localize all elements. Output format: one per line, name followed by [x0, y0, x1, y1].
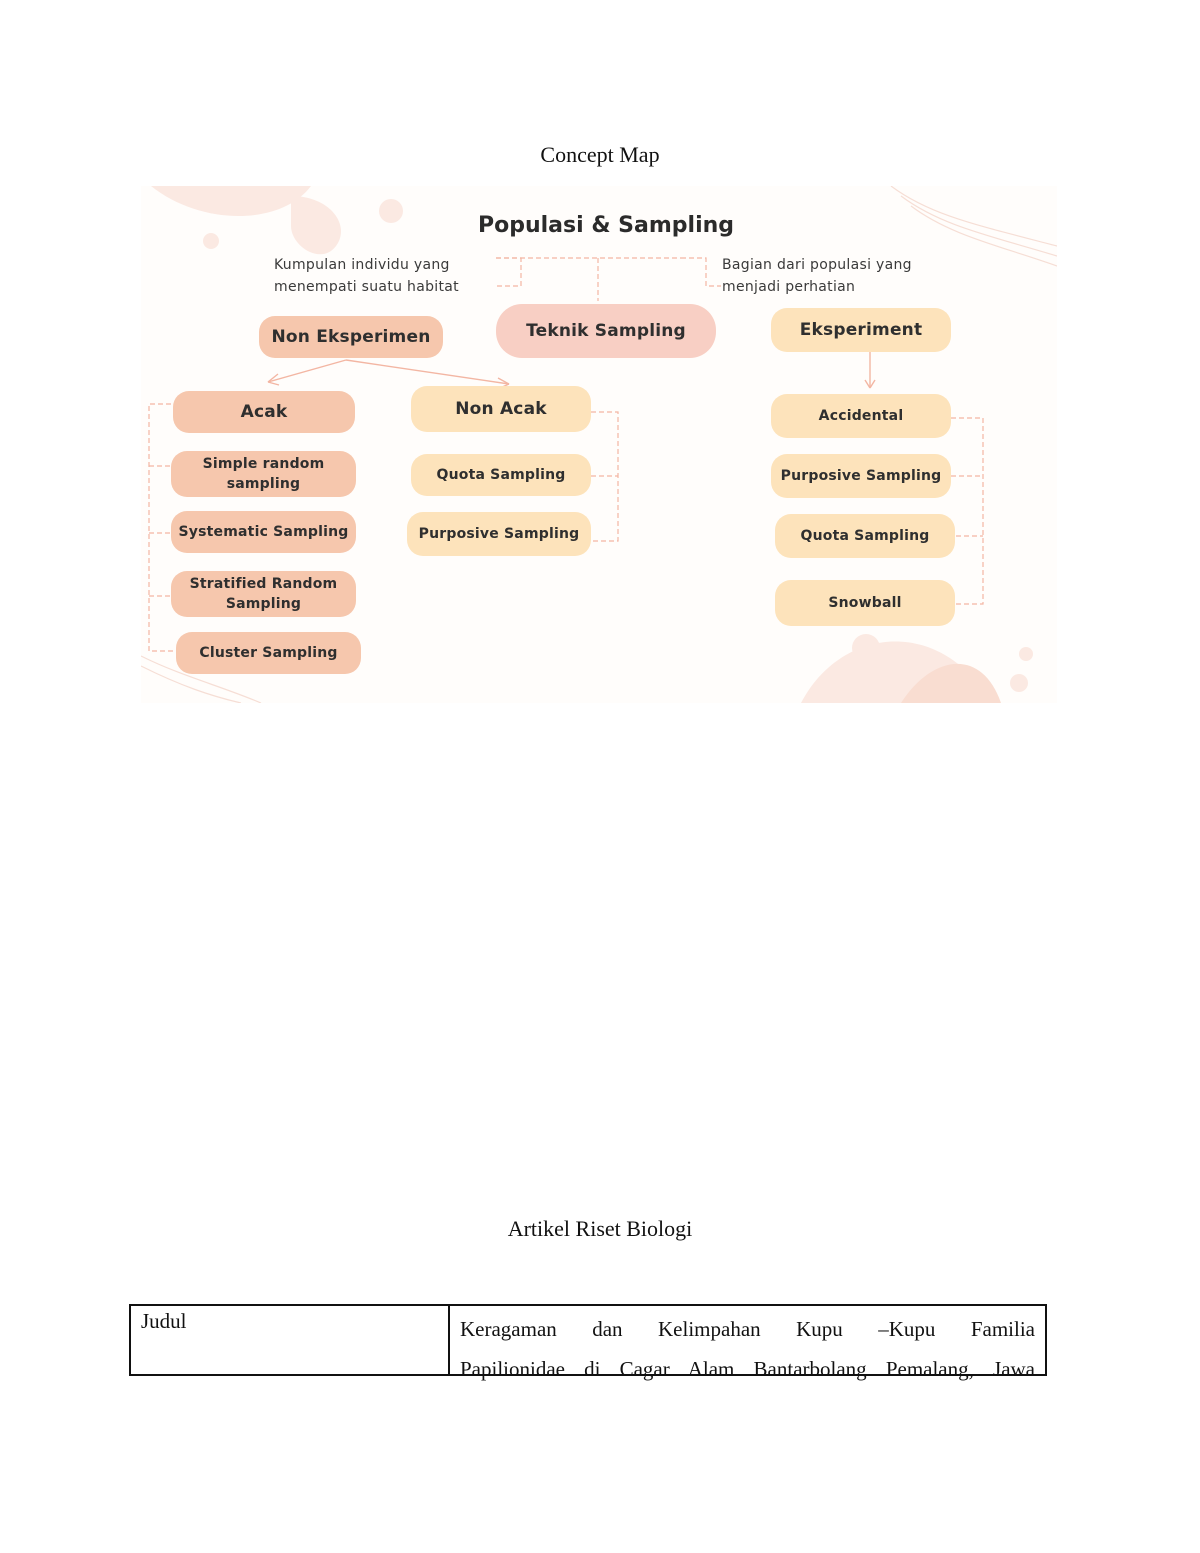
- title-line-1: Keragaman dan Kelimpahan Kupu –Kupu Familia: [460, 1317, 1035, 1341]
- node-non-acak-quota-sampling: Quota Sampling: [411, 454, 591, 496]
- sample-description-line: menjadi perhatian: [722, 279, 856, 295]
- population-description-line: menempati suatu habitat: [274, 279, 459, 295]
- table-label-cell: Judul: [131, 1306, 450, 1374]
- concept-map-heading: Concept Map: [540, 142, 660, 167]
- node-teknik-sampling: Teknik Sampling: [496, 304, 716, 358]
- title-line-2: Papilionidae di Cagar Alam Bantarbolang Pemalang, Jawa: [460, 1357, 1035, 1381]
- population-description: [274, 254, 459, 298]
- node-non-acak: Non Acak: [411, 386, 591, 432]
- node-eksperiment-quota-sampling: Quota Sampling: [775, 514, 955, 558]
- node-systematic-sampling: Systematic Sampling: [171, 511, 356, 553]
- population-description-line: Kumpulan individu yang: [274, 257, 450, 273]
- node-eksperiment: Eksperiment: [771, 308, 951, 352]
- node-non-acak-purposive-sampling: Purposive Sampling: [407, 512, 591, 556]
- node-eksperiment-purposive-sampling: Purposive Sampling: [771, 454, 951, 498]
- article-heading: Artikel Riset Biologi: [507, 1216, 693, 1241]
- node-stratified-random-sampling: Stratified Random Sampling: [171, 571, 356, 617]
- node-acak: Acak: [173, 391, 355, 433]
- sample-description-line: Bagian dari populasi yang: [722, 257, 912, 273]
- node-cluster-sampling: Cluster Sampling: [176, 632, 361, 674]
- concept-map-title: Populasi & Sampling: [477, 213, 735, 238]
- concept-map-figure: [141, 186, 1057, 703]
- table-value-cell: [450, 1306, 1045, 1381]
- node-snowball: Snowball: [775, 580, 955, 626]
- sample-description: [722, 254, 912, 298]
- node-simple-random-sampling: Simple random sampling: [171, 451, 356, 497]
- node-non-eksperimen: Non Eksperimen: [259, 316, 443, 358]
- article-table: [129, 1304, 1047, 1381]
- node-accidental: Accidental: [771, 394, 951, 438]
